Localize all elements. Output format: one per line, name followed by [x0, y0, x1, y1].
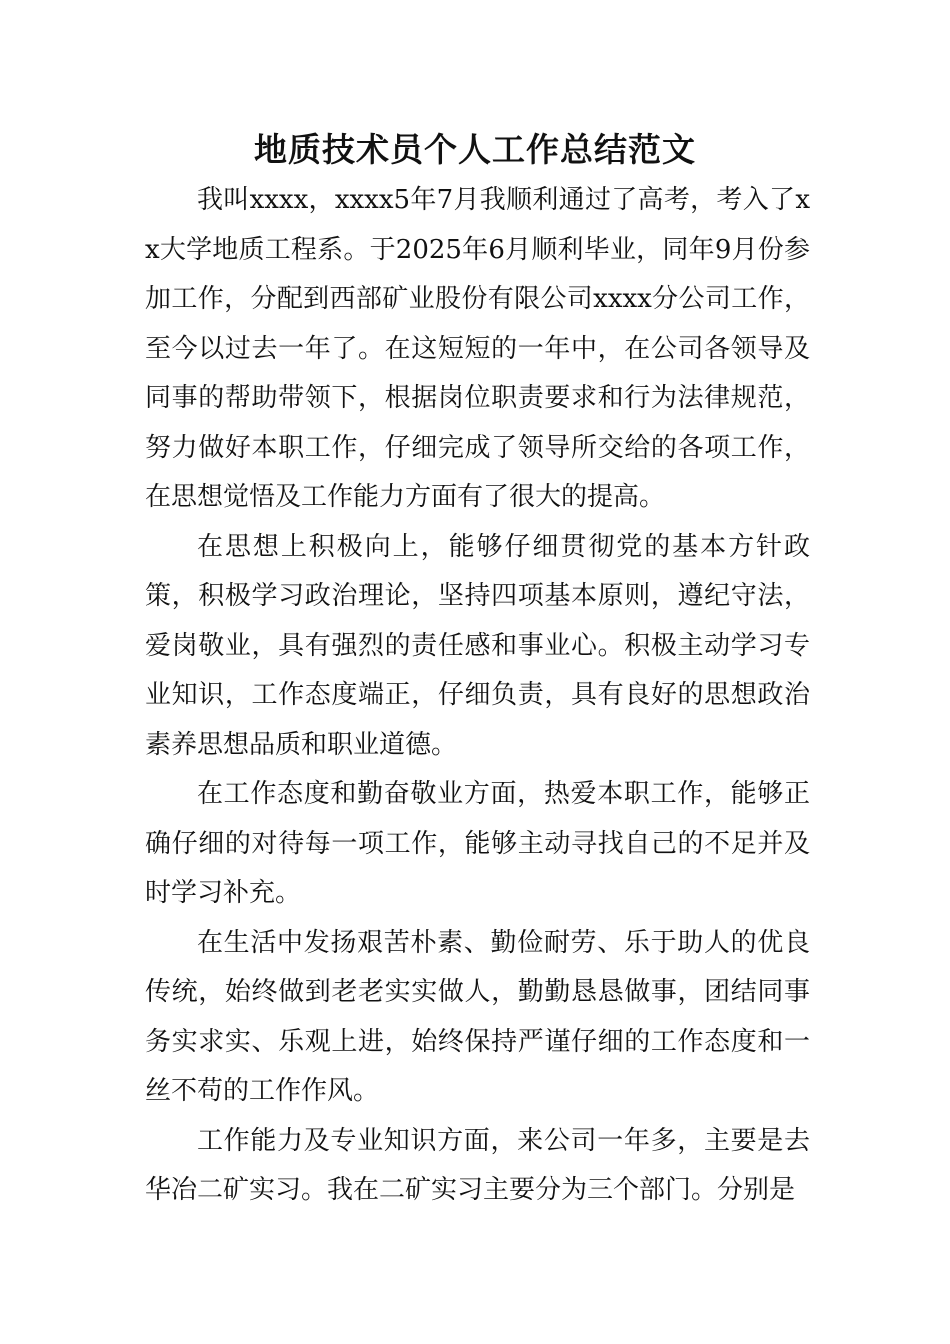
paragraph-work-attitude: 在工作态度和勤奋敬业方面，热爱本职工作，能够正确仔细的对待每一项工作，能够主动寻找自己的不足并及时学习补充。 [145, 779, 810, 908]
paragraph-ideology: 在思想上积极向上，能够仔细贯彻党的基本方针政策，积极学习政治理论，坚持四项基本原则，遵纪守法，爱岗敬业，具有强烈的责任感和事业心。积极主动学习专业知识，工作态度端正，仔细负责，具有良好的思想政治素养思想品质和职业道德。 [145, 531, 810, 760]
paragraph-daily-life: 在生活中发扬艰苦朴素、勤俭耐劳、乐于助人的优良传统，始终做到老老实实做人，勤勤恳恳做事，团结同事务实求实、乐观上进，始终保持严谨仔细的工作态度和一丝不苟的工作作风。 [145, 927, 810, 1106]
document-body [145, 176, 810, 1216]
paragraph-work-ability: 工作能力及专业知识方面，来公司一年多，主要是去华冶二矿实习。我在二矿实习主要分为三个部门。分别是 [145, 1125, 810, 1205]
paragraph-intro: 我叫xxxx，xxxx5年7月我顺利通过了高考，考入了xx大学地质工程系。于2025年6月顺利毕业，同年9月份参加工作，分配到西部矿业股份有限公司xxxx分公司工作，至今以过去一年了。在这短短的一年中，在公司各领导及同事的帮助带领下，根据岗位职责要求和行为法律规范，努力做好本职工作，仔细完成了领导所交给的各项工作，在思想觉悟及工作能力方面有了很大的提高。 [145, 185, 810, 512]
document-title: 地质技术员个人工作总结范文 [254, 130, 696, 169]
